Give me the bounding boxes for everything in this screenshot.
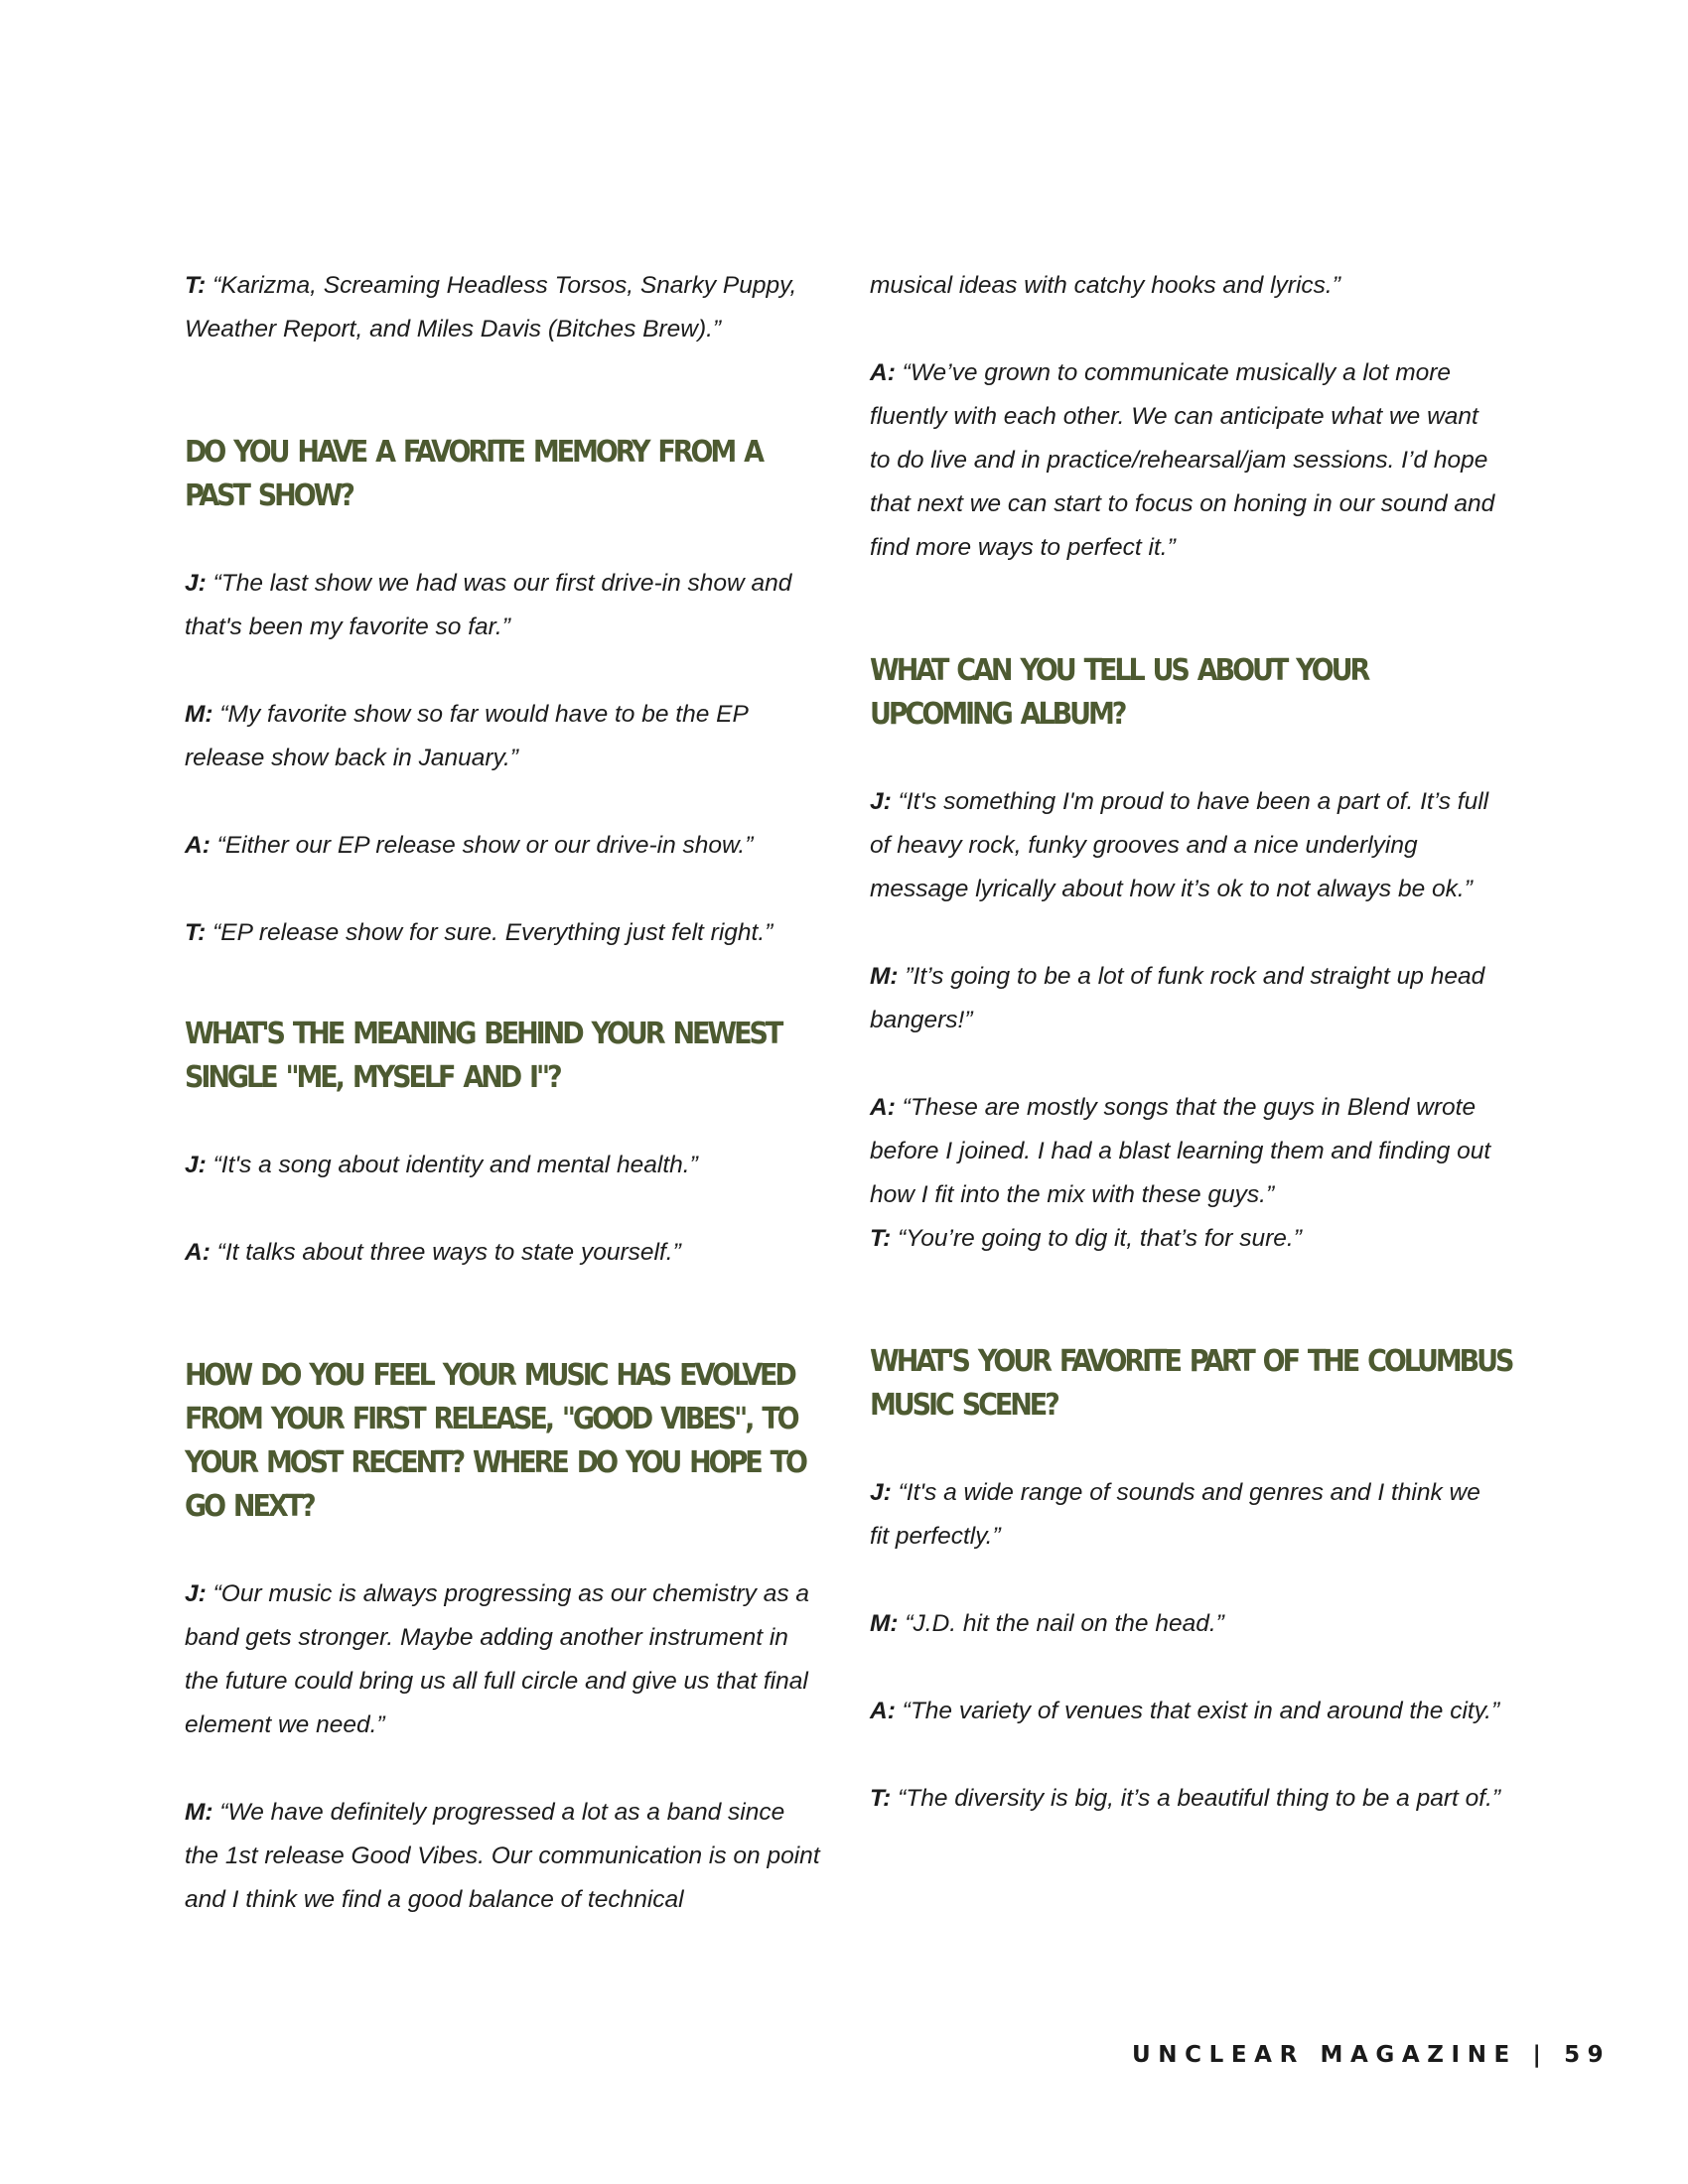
speaker-label: J: — [185, 1152, 207, 1178]
answer-text: “It talks about three ways to state yourself.” — [210, 1239, 681, 1266]
answer-text: “My favorite show so far would have to be the EP release show back in January.” — [185, 701, 748, 771]
answer-text: “The diversity is big, it’s a beautiful thing to be a part of.” — [891, 1785, 1501, 1812]
speaker-label: T: — [185, 272, 207, 299]
speaker-label: T: — [870, 1785, 892, 1812]
speaker-label: J: — [185, 570, 207, 597]
answer-paragraph — [870, 1602, 1505, 1646]
speaker-label: M: — [185, 701, 213, 728]
answer-text: “We have definitely progressed a lot as a band since the 1st release Good Vibes. Our communication is on point and I think we find a good balance of technical — [185, 1799, 820, 1913]
answer-text: “J.D. hit the nail on the head.” — [898, 1610, 1224, 1637]
answer-paragraph — [185, 824, 820, 868]
answer-paragraph — [870, 1217, 1505, 1261]
answer-paragraph — [870, 264, 1505, 308]
question-heading: WHAT'S YOUR FAVORITE PART OF THE COLUMBUS MUSIC SCENE? — [870, 1344, 1512, 1423]
answer-paragraph — [870, 780, 1505, 911]
answer-text: “Our music is always progressing as our chemistry as a band gets stronger. Maybe adding another instrument in the future could bring us all full circle and give us that final element we need.” — [185, 1580, 810, 1738]
left-column — [185, 264, 820, 1922]
answer-text: “Either our EP release show or our drive-in show.” — [210, 832, 754, 859]
speaker-label: A: — [870, 359, 896, 386]
speaker-label: A: — [870, 1094, 896, 1121]
answer-paragraph — [185, 1791, 820, 1922]
speaker-label: M: — [870, 1610, 899, 1637]
answer-text: “It's a wide range of sounds and genres and I think we fit perfectly.” — [870, 1479, 1480, 1550]
right-column — [870, 264, 1512, 1821]
speaker-label: J: — [870, 788, 892, 815]
answer-paragraph — [870, 1690, 1505, 1733]
answer-text: musical ideas with catchy hooks and lyrics.” — [870, 272, 1340, 299]
speaker-label: M: — [185, 1799, 213, 1826]
speaker-label: T: — [185, 919, 207, 946]
speaker-label: A: — [185, 1239, 211, 1266]
answer-paragraph — [185, 562, 820, 649]
answer-paragraph — [870, 351, 1505, 570]
answer-paragraph — [870, 1086, 1505, 1217]
answer-text: “Karizma, Screaming Headless Torsos, Snarky Puppy, Weather Report, and Miles Davis (Bitches Brew).” — [185, 272, 797, 342]
answer-text: “The last show we had was our first drive-in show and that's been my favorite so far.” — [185, 570, 792, 640]
speaker-label: T: — [870, 1225, 892, 1252]
speaker-label: J: — [870, 1479, 892, 1506]
answer-paragraph — [185, 264, 820, 351]
answer-paragraph — [185, 911, 820, 955]
answer-paragraph — [870, 955, 1505, 1042]
answer-text: “It's a song about identity and mental health.” — [206, 1152, 698, 1178]
answer-text: “We’ve grown to communicate musically a lot more fluently with each other. We can anticipate what we want to do live and in practice/rehearsal/jam sessions. I’d hope that next we can start to focus on honing in our sound and find more ways to perfect it.” — [870, 359, 1495, 561]
answer-text: “EP release show for sure. Everything just felt right.” — [206, 919, 774, 946]
answer-text: “The variety of venues that exist in and around the city.” — [895, 1698, 1500, 1724]
answer-paragraph — [185, 1231, 820, 1275]
question-heading: WHAT'S THE MEANING BEHIND YOUR NEWEST SINGLE "ME, MYSELF AND I"? — [185, 1017, 781, 1095]
answer-text: “You’re going to dig it, that’s for sure.” — [891, 1225, 1302, 1252]
answer-text: ”It’s going to be a lot of funk rock and straight up head bangers!” — [870, 963, 1485, 1033]
answer-paragraph — [870, 1471, 1505, 1559]
question-heading: DO YOU HAVE A FAVORITE MEMORY FROM A PAST SHOW? — [185, 435, 763, 513]
page-footer: UNCLEAR MAGAZINE | 59 — [1132, 2042, 1612, 2068]
answer-text: “These are mostly songs that the guys in Blend wrote before I joined. I had a blast learning them and finding out how I fit into the mix with these guys.” — [870, 1094, 1491, 1208]
answer-paragraph — [185, 693, 820, 780]
speaker-label: A: — [185, 832, 211, 859]
answer-paragraph — [870, 1777, 1505, 1821]
answer-text: “It's something I'm proud to have been a part of. It’s full of heavy rock, funky grooves and a nice underlying message lyrically about how it’s ok to not always be ok.” — [870, 788, 1489, 902]
speaker-label: J: — [185, 1580, 207, 1607]
answer-paragraph — [185, 1144, 820, 1187]
answer-paragraph — [185, 1572, 820, 1747]
speaker-label: A: — [870, 1698, 896, 1724]
speaker-label: M: — [870, 963, 899, 990]
question-heading: WHAT CAN YOU TELL US ABOUT YOUR UPCOMING ALBUM? — [870, 653, 1368, 732]
question-heading: HOW DO YOU FEEL YOUR MUSIC HAS EVOLVED FROM YOUR FIRST RELEASE, "GOOD VIBES", TO YOUR MOST RECENT? WHERE DO YOU HOPE TO GO NEXT? — [185, 1358, 805, 1524]
